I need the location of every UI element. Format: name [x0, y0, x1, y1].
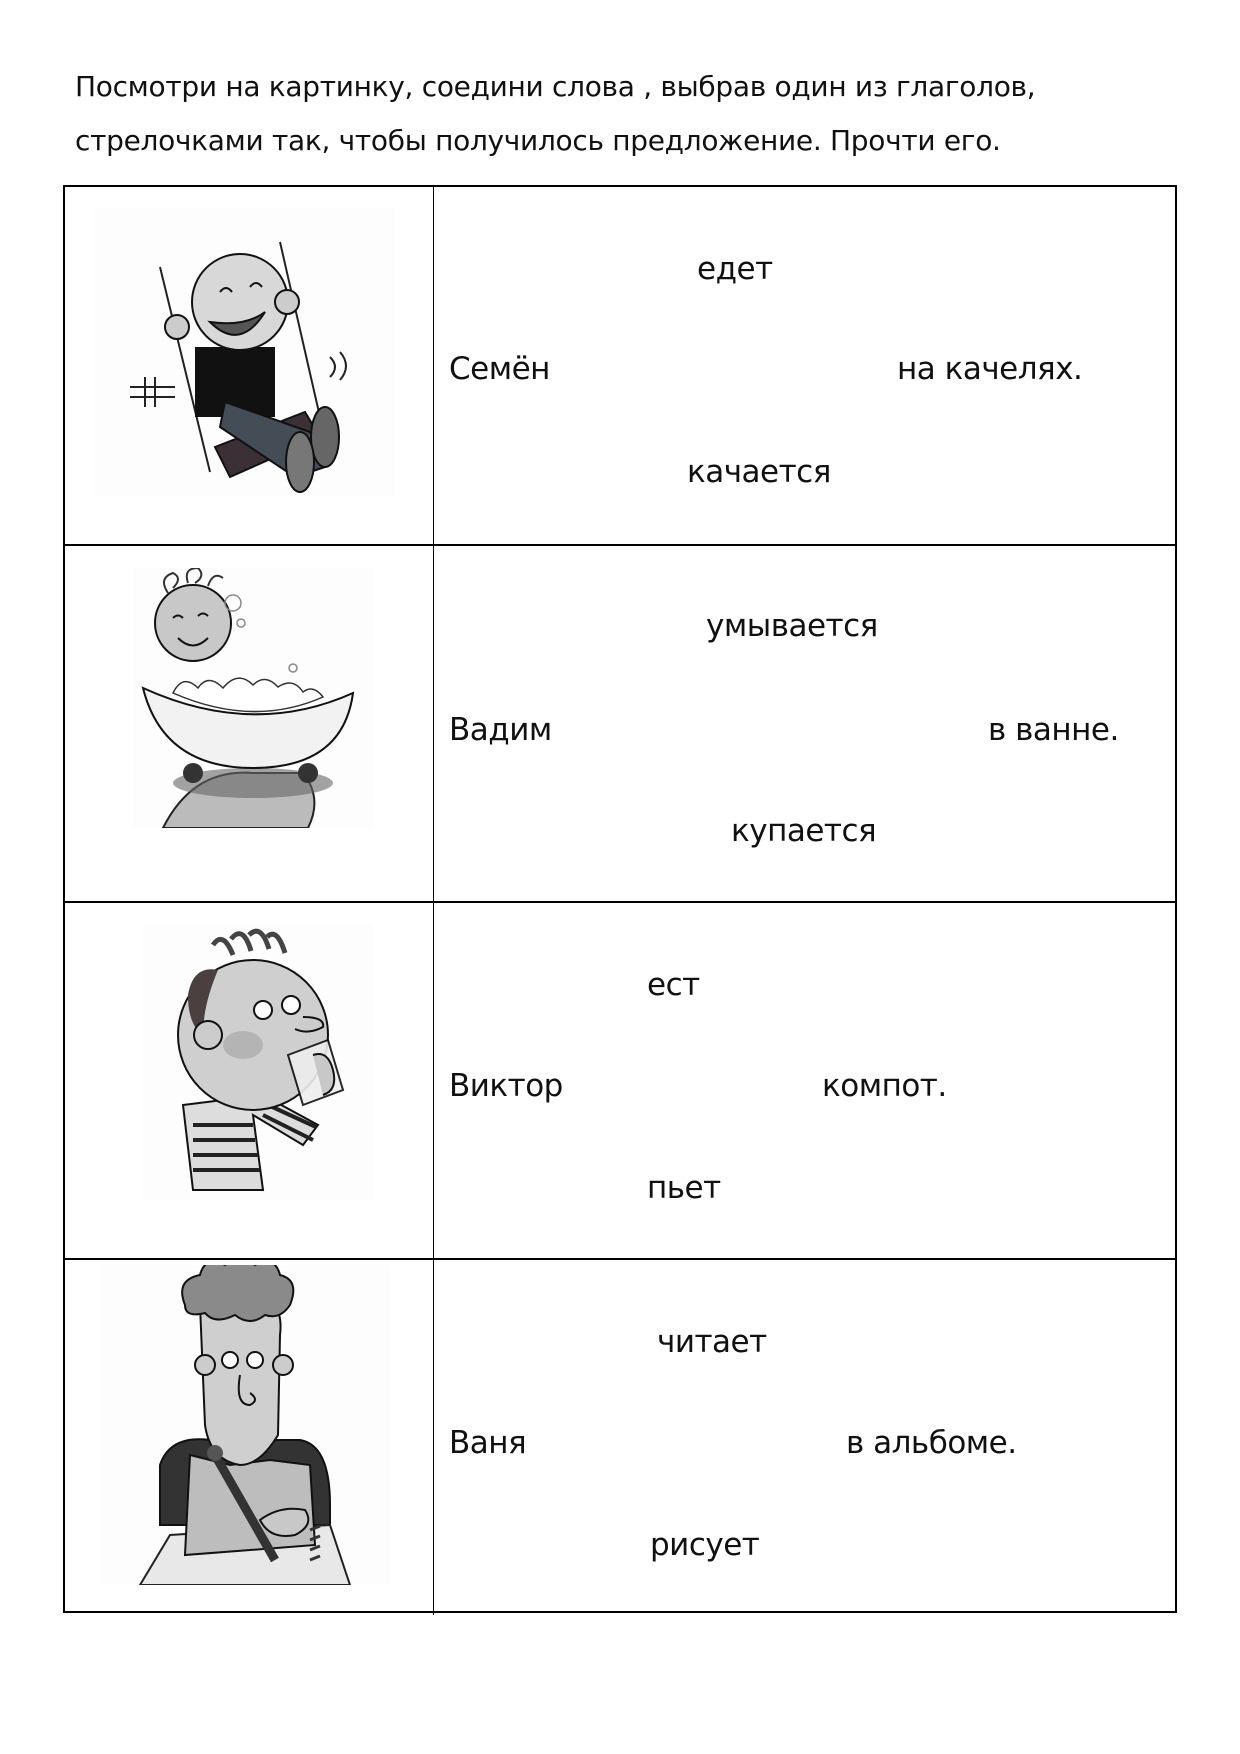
exercise-row-viktor	[65, 901, 1175, 1258]
verb-option-bottom[interactable]: купается	[731, 813, 877, 849]
boy-in-bathtub-illustration	[133, 568, 373, 828]
verb-option-top[interactable]: ест	[647, 967, 700, 1003]
sentence-object[interactable]: компот.	[822, 1068, 947, 1104]
sentence-subject[interactable]: Вадим	[449, 712, 552, 748]
verb-option-top[interactable]: умывается	[706, 608, 878, 644]
picture-cell	[65, 546, 434, 901]
sentence-cell	[435, 1260, 1175, 1615]
picture-cell	[65, 1260, 434, 1615]
sentence-subject[interactable]: Семён	[449, 351, 550, 387]
verb-option-bottom[interactable]: пьет	[647, 1170, 721, 1206]
instructions-line-2: стрелочками так, чтобы получилось предложение. Прочти его.	[75, 124, 1001, 157]
exercise-row-semyon	[65, 187, 1175, 544]
sentence-object[interactable]: в ванне.	[988, 712, 1119, 748]
sentence-object[interactable]: на качелях.	[897, 351, 1083, 387]
verb-option-bottom[interactable]: рисует	[650, 1527, 760, 1563]
exercise-row-vadim	[65, 544, 1175, 901]
picture-cell	[65, 187, 434, 544]
sentence-subject[interactable]: Ваня	[449, 1425, 527, 1461]
verb-option-top[interactable]: едет	[697, 251, 773, 287]
sentence-subject[interactable]: Виктор	[449, 1068, 563, 1104]
exercise-table	[63, 185, 1177, 1613]
sentence-cell	[435, 903, 1175, 1258]
boy-on-swing-illustration	[95, 207, 395, 497]
sentence-object[interactable]: в альбоме.	[846, 1425, 1017, 1461]
sentence-cell	[435, 187, 1175, 544]
instructions-line-1: Посмотри на картинку, соедини слова , выбрав один из глаголов,	[75, 70, 1036, 103]
picture-cell	[65, 903, 434, 1258]
exercise-row-vanya	[65, 1258, 1175, 1615]
verb-option-bottom[interactable]: качается	[687, 454, 831, 490]
boy-drinking-glass-illustration	[143, 925, 373, 1200]
verb-option-top[interactable]: читает	[657, 1324, 767, 1360]
task-instructions	[75, 60, 1195, 168]
sentence-cell	[435, 546, 1175, 901]
boy-drawing-pencil-illustration	[100, 1265, 390, 1585]
